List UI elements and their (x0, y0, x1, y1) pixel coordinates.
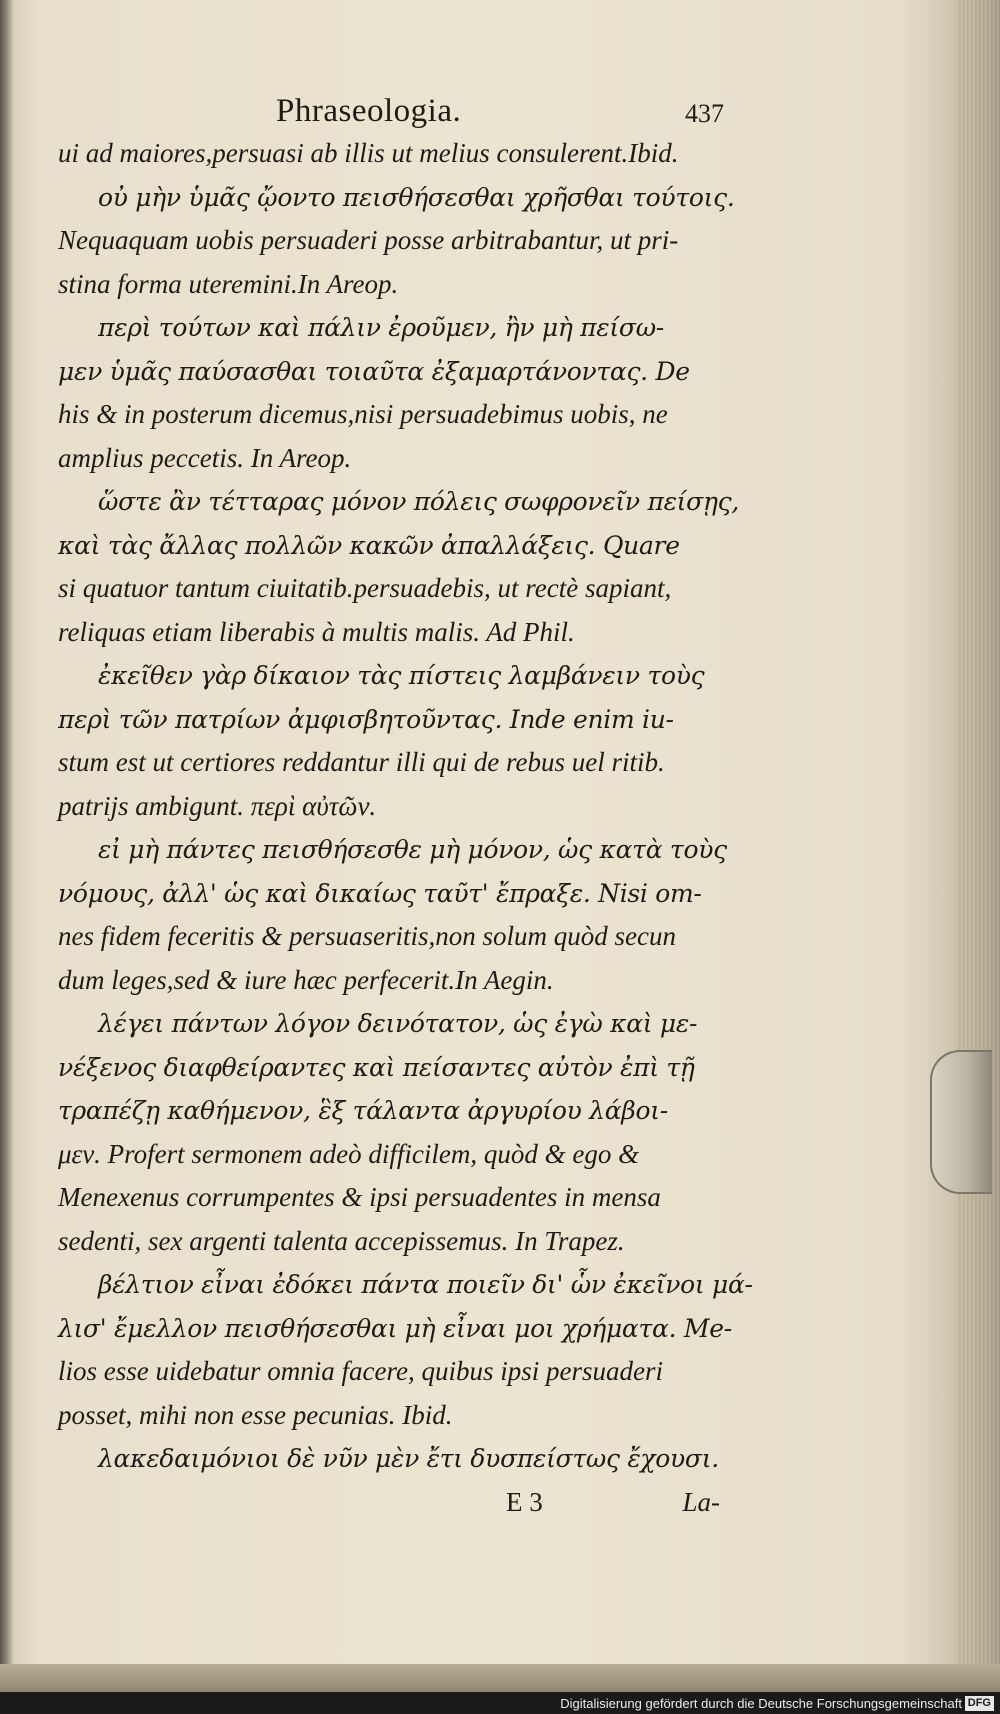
text-line: stum est ut certiores reddantur illi qui de rebus uel ritib. (58, 747, 665, 777)
dfg-logo: DFG (965, 1696, 994, 1711)
page-header (58, 90, 724, 132)
text-line: λακεδαιμόνιοι δὲ νῦν μὲν ἔτι δυσπείστως ἔχουσι. (98, 1444, 719, 1473)
text-line: οὐ μὴν ὑμᾶς ᾤοντο πεισθήσεσθαι χρῆσθαι τούτοις. (98, 182, 735, 212)
text-line: si quatuor tantum ciuitatib.persuadebis, ut rectè sapiant, (58, 573, 672, 603)
text-line: stina forma uteremini.In Areop. (58, 268, 399, 299)
text-line: lios esse uidebatur omnia facere, quibus ipsi persuaderi (58, 1356, 663, 1386)
text-line: νόμους, ἀλλ' ὡς καὶ δικαίως ταῦτ' ἔπραξε. Nisi om- (58, 878, 702, 908)
text-line: εἰ μὴ πάντες πεισθήσεσθε μὴ μόνον, ὡς κατὰ τοὺς (98, 835, 727, 864)
text-line: sedenti, sex argenti talenta accepissemus. In Trapez. (58, 1225, 625, 1256)
text-line: μεν. Profert sermonem adeò difficilem, quòd & ego & (58, 1138, 640, 1169)
text-line: περὶ τούτων καὶ πάλιν ἐροῦμεν, ἢν μὴ πείσω- (98, 313, 664, 342)
page-clip (930, 1050, 992, 1194)
book-bottom-edge (0, 1664, 1000, 1694)
text-line: patrijs ambigunt. περὶ αὐτῶν. (58, 790, 377, 821)
text-line: νέξενος διαφθείραντες καὶ πείσαντες αὐτὸν ἐπὶ τῇ (58, 1052, 695, 1082)
text-line: nes fidem feceritis & persuaseritis,non solum quòd secun (58, 921, 676, 951)
text-line: reliquas etiam liberabis à multis malis. Ad Phil. (58, 616, 575, 647)
text-lines (58, 132, 753, 1481)
book-page-edges (958, 0, 1000, 1714)
text-line: περὶ τῶν πατρίων ἀμφισβητοῦντας. Inde enim iu- (58, 704, 674, 734)
text-line: βέλτιον εἶναι ἐδόκει πάντα ποιεῖν δι' ὧν ἐκεῖνοι μά- (98, 1270, 753, 1299)
text-line: amplius peccetis. In Areop. (58, 442, 352, 473)
text-line: καὶ τὰς ἄλλας πολλῶν κακῶν ἀπαλλάξεις. Quare (58, 530, 680, 560)
text-line: τραπέζῃ καθήμενον, ἓξ τάλαντα ἀργυρίου λάβοι- (58, 1096, 668, 1125)
text-line: ἐκεῖθεν γὰρ δίκαιον τὰς πίστεις λαμβάνειν τοὺς (98, 661, 705, 690)
text-line: λέγει πάντων λόγον δεινότατον, ὡς ἐγὼ καὶ με- (98, 1009, 698, 1038)
signature-mark: E 3 (506, 1486, 543, 1517)
digitization-footer (0, 1692, 1000, 1714)
text-line: Nequaquam uobis persuaderi posse arbitrabantur, ut pri- (58, 225, 679, 255)
text-line: dum leges,sed & iure hæc perfecerit.In Aegin. (58, 964, 554, 995)
signature-line (58, 1481, 718, 1525)
text-line: his & in posterum dicemus,nisi persuadebimus uobis, ne (58, 399, 668, 429)
text-line: Menexenus corrumpentes & ipsi persuadentes in mensa (58, 1182, 661, 1212)
text-line: posset, mihi non esse pecunias. Ibid. (58, 1399, 453, 1430)
page-number: 437 (685, 99, 724, 128)
digitization-notice: Digitalisierung gefördert durch die Deutsche Forschungsgemeinschaft (560, 1696, 962, 1711)
catchword: La- (682, 1486, 720, 1517)
text-line: ὥστε ἂν τέτταρας μόνον πόλεις σωφρονεῖν πείσῃς, (98, 487, 739, 516)
text-line: λισ' ἔμελλον πεισθήσεσθαι μὴ εἶναι μοι χρήματα. Me- (58, 1313, 732, 1343)
text-line: μεν ὑμᾶς παύσασθαι τοιαῦτα ἐξαμαρτάνοντας. De (58, 356, 690, 386)
running-title: Phraseologia. (276, 93, 462, 129)
page-text (58, 90, 753, 1525)
text-line: ui ad maiores,persuasi ab illis ut melius consulerent.Ibid. (58, 138, 679, 168)
